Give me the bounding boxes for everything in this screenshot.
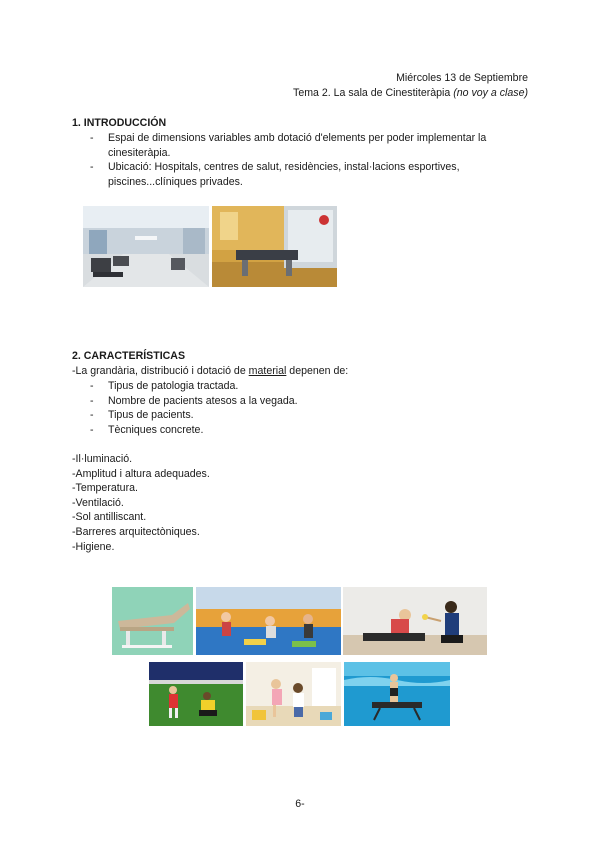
photo-treatment-room — [212, 206, 337, 287]
section-1-bullet: - Ubicació: Hospitals, centres de salut, residències, instal·lacions esportives, piscines...clíniques privades. — [90, 160, 520, 189]
section-2-intro-text: -La grandària, distribució i dotació de — [72, 365, 249, 377]
section-1-title: 1. INTRODUCCIÓN — [72, 117, 167, 129]
section-2-intro — [72, 364, 348, 379]
page-number: 6- — [295, 798, 305, 810]
photo-pool-therapy — [344, 662, 450, 726]
photo-exercise-session — [343, 587, 487, 655]
section-2-lines — [72, 452, 210, 554]
section-2-line: -Temperatura. — [72, 482, 138, 495]
section-2-line: -Il·luminació. — [72, 453, 133, 465]
section-1-bullets — [90, 131, 520, 189]
header-topic — [293, 86, 528, 101]
section-2-line: -Higiene. — [72, 540, 115, 553]
photo-gym-room — [83, 206, 209, 287]
section-2-line: -Sol antilliscant. — [72, 511, 147, 524]
photo-group-therapy — [196, 587, 341, 655]
header-date: Miércoles 13 de Septiembre — [396, 72, 528, 84]
section-2-bullet: - Tipus de patologia tractada. — [90, 379, 520, 394]
header-topic-title: Tema 2. La sala de Cinestiteràpia — [293, 87, 451, 99]
section-2-bullet: - Tipus de pacients. — [90, 408, 520, 423]
photo-kids-room — [246, 662, 341, 726]
header-topic-note: (no voy a clase) — [453, 87, 528, 99]
section-2-line: -Amplitud i altura adequades. — [72, 467, 210, 480]
section-2-line: -Ventilació. — [72, 496, 124, 509]
section-2-title: 2. CARACTERÍSTICAS — [72, 350, 186, 362]
section-1-bullet: - Espai de dimensions variables amb dotació d'elements per poder implementar la cinesiteràpia. — [90, 131, 520, 160]
section-2-bullet: - Nombre de pacients atesos a la vegada. — [90, 394, 520, 409]
photo-treatment-table — [112, 587, 193, 655]
section-2-intro-underlined: material — [248, 365, 287, 377]
photo-sports-field — [149, 662, 243, 726]
section-2-line: -Barreres arquitectòniques. — [72, 525, 200, 538]
section-2-bullets — [90, 379, 520, 437]
section-2-intro-text-end: depenen de: — [286, 365, 349, 377]
section-2-bullet: - Tècniques concrete. — [90, 423, 520, 438]
